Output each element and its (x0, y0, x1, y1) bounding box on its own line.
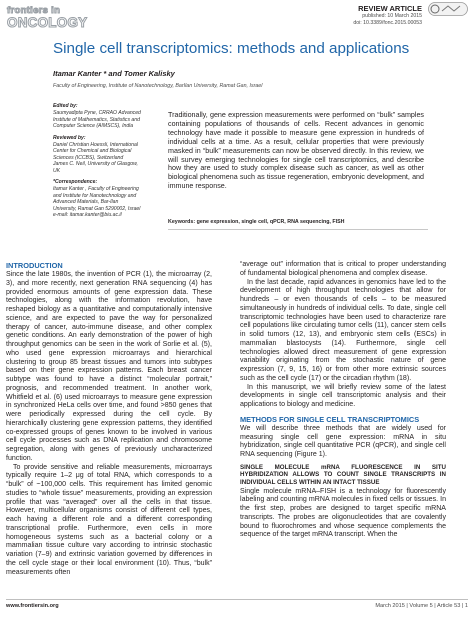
body-column-right (240, 261, 446, 540)
editorial-sidebar (53, 103, 143, 224)
reviewer-1: Daniel Christian Hoessli, International Center for Chemical and Biological Sciences (ICCBS), Switzerland (53, 142, 138, 161)
subsection-heading-fish: SINGLE MOLECULE mRNA FLUORESCENCE IN SITU HYBRIDIZATION ALLOWS TO COUNT SINGLE TRANSCRIPTS IN INDIVIDUAL CELLS WITHIN AN INTACT TISSUE (240, 463, 446, 486)
article-meta (353, 4, 422, 26)
abstract-divider (168, 229, 428, 230)
body-column-left (6, 261, 212, 577)
edited-by-label: Edited by: (53, 103, 78, 109)
section-heading-methods: METHODS FOR SINGLE CELL TRANSCRIPTOMICS (240, 414, 420, 424)
correspondence-label: *Correspondence: (53, 179, 98, 186)
abstract: Traditionally, gene expression measurements were performed on “bulk” samples containing populations of thousands of cells. Recent advances in genomic technology have made it possible to measure gene expression in hundreds of individual cells at a time. As a result, cellular properties that were previously masked in “bulk” measurements can now be observed directly. In this review, we will survey emerging technologies for single cell transcriptomics, and describe how they are used to study complex disease such as cancer, as well as other biological phenomena such as tissue regeneration, embryonic development, and immune response. (168, 111, 424, 191)
article-type: REVIEW ARTICLE (358, 4, 422, 13)
body-paragraph: Single molecule mRNA–FISH is a technology for fluorescently labeling and counting mRNA molecules in fixed cells or tissues. In the first step, probes are designed to target specific mRNA transcripts. The probes are oligonucleotides that are covalently bound to fluorochromes and whose sequence complements the sequence of the target mRNA transcript. When the (240, 487, 446, 539)
journal-header (0, 0, 474, 38)
body-paragraph: In the last decade, rapid advances in genomics have led to the development of high throughput technologies that allow for hundreds – or even thousands of cells – to be measured simultaneously in hundreds of individual cells. To date, single cell transcriptomic technologies have been used to characterize rare cell populations like circulating tumor cells (11), cancer stem cells in solid tumors (12, 13), and embryonic stem cells (ESCs) in mammalian blastocysts (14). Furthermore, single cell technologies allowed direct measurement of gene expression variability originating from the stochastic nature of gene expression (7, 9, 15, 16) or from other more extrinsic sources such as the cell cycle (17) or the circadian rhythm (18). (240, 278, 446, 382)
journal-logo-line2: ONCOLOGY (7, 14, 88, 30)
footer-divider (6, 599, 468, 600)
keywords-label: Keywords: (168, 219, 196, 225)
issue-info: March 2015 | Volume 5 | Article 53 | 1 (375, 603, 468, 609)
author-list: Itamar Kanter * and Tomer Kalisky (53, 69, 175, 78)
correspondence-text: Itamar Kanter , Faculty of Engineering and Institute for Nanotechnology and Advanced Materials, Bar-Ilan University, Ramat Gan 5290002, Israel (53, 186, 141, 212)
keywords-list: gene expression, single cell, qPCR, RNA sequencing, FISH (196, 219, 345, 225)
keywords (168, 219, 428, 225)
body-paragraph: “average out” information that is critical to proper understanding of fundamental biological phenomena and complex disease. (240, 261, 446, 277)
body-paragraph: In this manuscript, we will briefly review some of the latest developments in single cell transcriptomic analysis and their applications to biology and medicine. (240, 383, 446, 408)
correspondence-email[interactable]: e-mail: itamar.kanter@biu.ac.il (53, 212, 122, 219)
journal-logo-line1: frontiers in (7, 5, 61, 16)
doi[interactable]: doi: 10.3389/fonc.2015.00053 (353, 19, 422, 26)
paper-title: Single cell transcriptomics: methods and applications (53, 40, 410, 57)
body-paragraph: To provide sensitive and reliable measurements, microarrays typically require 1–2 μg of total RNA, which corresponds to a “bulk” of ~100,000 cells. This requirement has limited genomic studies to “whole tissue” measurements, providing an expression profile that was “averaged” over all the cells in that tissue. However, multicellular organisms consist of different cell types, each having a different role and a different corresponding transcriptional profile. Furthermore, even cells in more homogeneous systems such as a bacterial colony or a mammalian tissue culture vary according to intrinsic stochastic variation (7–9) and extrinsic variation governed by differences in the cell cycle stage or their local environment (10). Thus, “bulk” measurements often (6, 463, 212, 576)
reviewer-2: James C. Neil, University of Glasgow, UK (53, 161, 138, 174)
body-paragraph: Since the late 1980s, the invention of PCR (1), the microarray (2, 3), and more recently, next generation RNA sequencing (4) has provided enormous amounts of gene expression data. These technologies, along with the information revolution, have reshaped biology as a quantitative and computationally intensive science, and are expected to pave the way for personalized therapy of cancer, auto-immune disease, and other complex genetic conditions. An early demonstration of the power of high throughput genomics can be seen in the work of Sorlie et al. (5), who used gene expression microarrays and hierarchical clustering to group 85 breast tissues and tumors into subtypes based on their gene expression patterns. Each breast cancer subtype was found to have a distinct “molecular portrait,” prognosis, and recommended treatment. In another work, Whitfield et al. (6) used microarrays to measure gene expression in synchronized HeLa cells over time, and found >850 genes that were periodically expressed during the cell cycle. By hierarchically clustering gene expression patterns, they identified co-expressed groups of genes known to be involved in various cell cycle processes such as DNA replication and chromosome segregation, along with genes of previously uncharacterized function. (6, 271, 212, 462)
journal-logo (7, 6, 87, 29)
edited-by-text: Saumyadipta Pyne, CRRAO Advanced Institute of Mathematics, Statistics and Computer Science (AIMSCS), India (53, 110, 141, 130)
body-paragraph: We will describe three methods that are widely used for measuring single cell gene expression: mRNA in situ hybridization, single cell quantitative PCR (qPCR), and single cell RNA sequencing (Figure 1). (240, 424, 446, 458)
published-date: published: 10 March 2015 (362, 13, 422, 19)
journal-url[interactable]: www.frontiersin.org (6, 603, 59, 609)
section-heading-introduction: INTRODUCTION (6, 261, 63, 270)
author-affiliation: Faculty of Engineering, Institute of Nanotechnology, BarIlan University, Ramat Gan, Israel (53, 83, 263, 89)
open-access-icon (428, 2, 468, 16)
reviewed-by-label: Reviewed by: (53, 134, 86, 141)
